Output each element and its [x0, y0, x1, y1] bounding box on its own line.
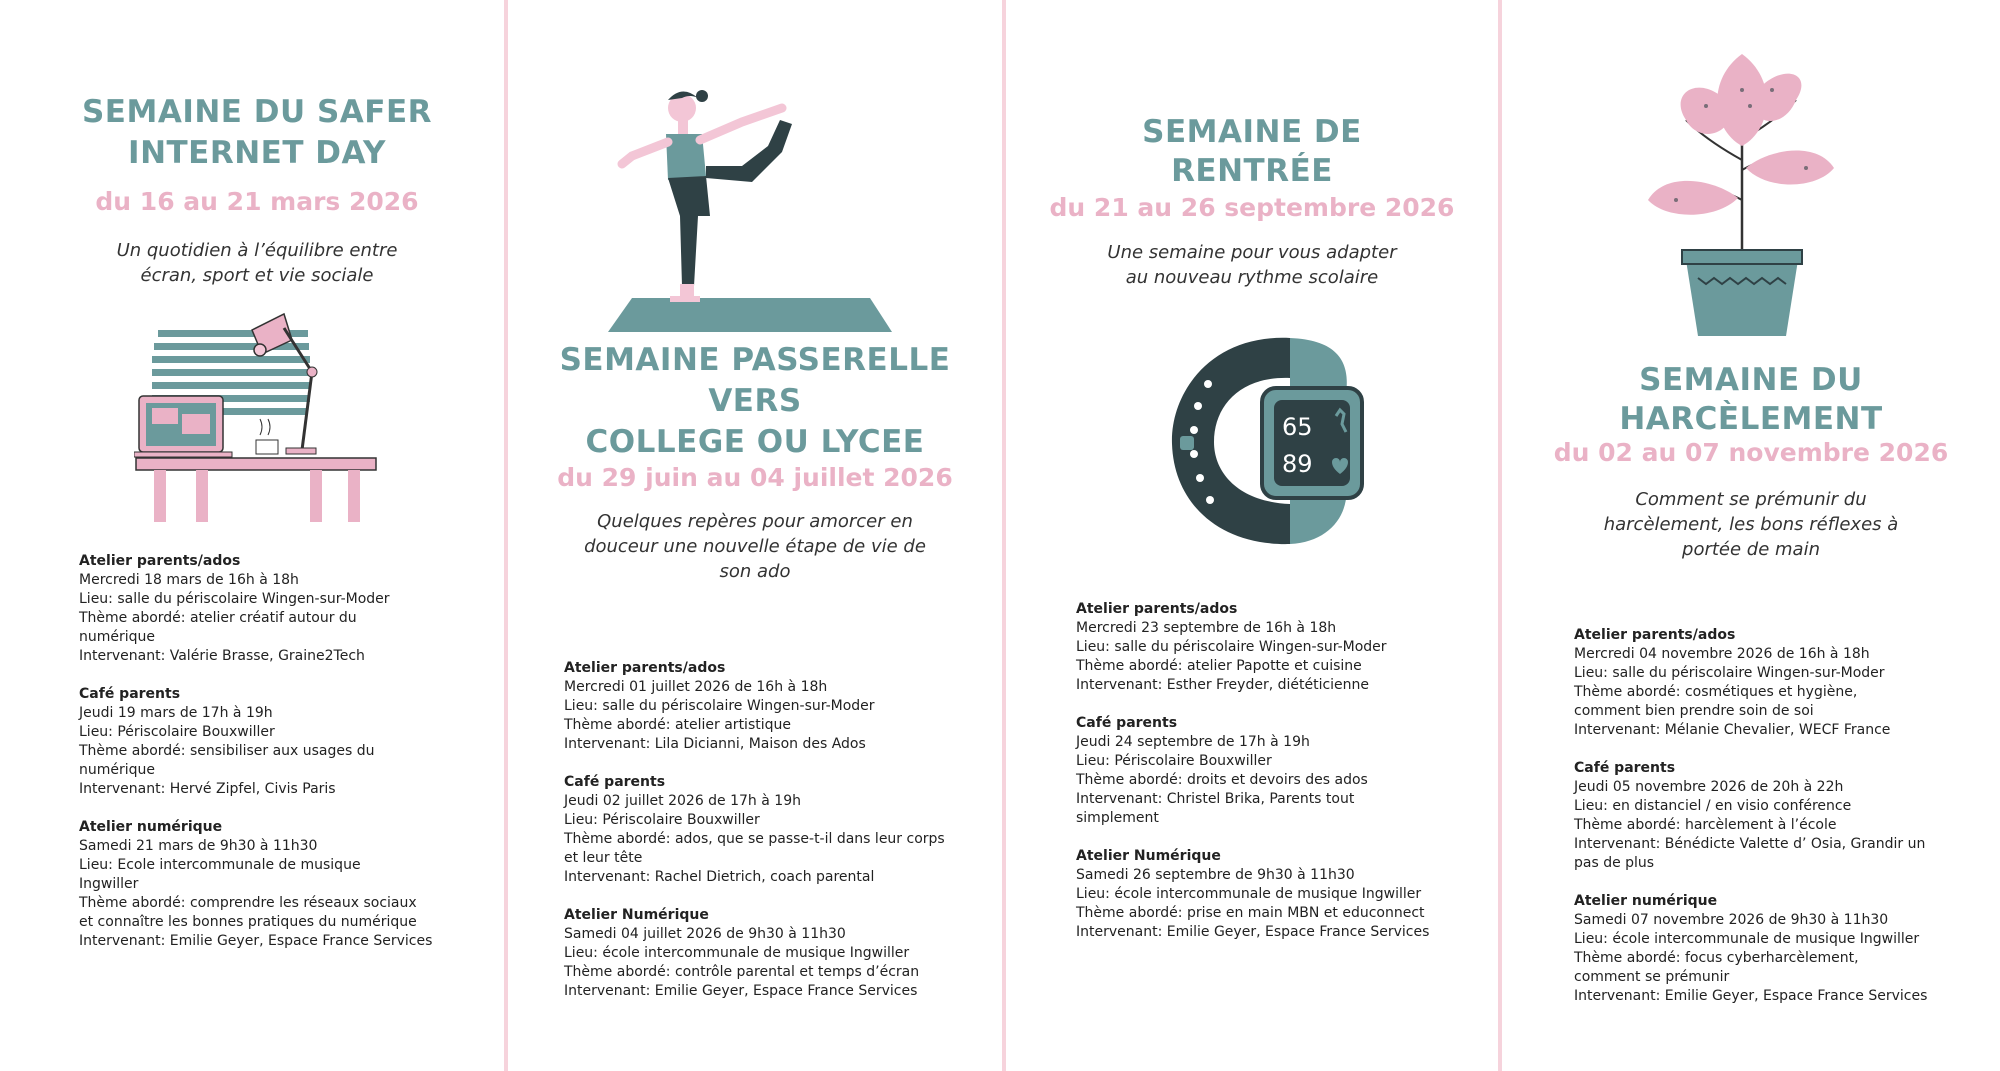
event-title: Atelier parents/ados: [564, 660, 726, 676]
panel-title: [1006, 113, 1498, 191]
title-line: INTERNET DAY: [128, 135, 386, 171]
event-title: Atelier numérique: [79, 819, 223, 835]
event-title: Atelier parents/ados: [79, 553, 241, 569]
watch-reading-bottom: 89: [1282, 450, 1313, 478]
smartwatch-icon: [1170, 334, 1370, 548]
event-card: Café parents Jeudi 19 mars de 17h à 19h Lieu: Périscolaire Bouxwiller Thème abordé: sensibiliser aux usages du numérique Intervenant: Hervé Zipfel, Civis Paris: [79, 685, 499, 799]
event-title: Atelier parents/ados: [1076, 601, 1238, 617]
event-card: Atelier parents/ados Mercredi 18 mars de 16h à 18h Lieu: salle du périscolaire Wingen-sur-Moder Thème abordé: atelier créatif autour du numérique Intervenant: Valérie Brasse, Graine2Tech: [79, 552, 499, 666]
event-card: Café parents Jeudi 24 septembre de 17h à 19h Lieu: Périscolaire Bouxwiller Thème abordé: droits et devoirs des ados Intervenant: Christel Brika, Parents tout simplement: [1076, 714, 1496, 828]
event-title: Café parents: [1076, 715, 1178, 731]
panel-dates: du 16 au 21 mars 2026: [95, 187, 419, 216]
program-list: [1076, 600, 1496, 961]
title-line: SEMAINE PASSERELLE: [559, 342, 951, 378]
panel-tagline: Quelques repères pour amorcer en douceur une nouvelle étape de vie de son ado: [584, 511, 926, 582]
panel-title: [508, 340, 1002, 463]
title-line: HARCÈLEMENT: [1619, 401, 1883, 437]
panel-dates: du 21 au 26 septembre 2026: [1049, 193, 1455, 222]
yoga-pose-icon: [602, 86, 912, 336]
title-line: SEMAINE DU SAFER: [81, 94, 433, 130]
panel-tagline: Un quotidien à l’équilibre entre écran, sport et vie sociale: [116, 240, 398, 286]
event-card: Café parents Jeudi 02 juillet 2026 de 17h à 19h Lieu: Périscolaire Bouxwiller Thème abordé: ados, que se passe-t-il dans leur corps et leur tête Intervenant: Rachel Dietrich, coach parental: [564, 773, 1000, 887]
event-card: Atelier numérique Samedi 07 novembre 2026 de 9h30 à 11h30 Lieu: école intercommunale de musique Ingwiller Thème abordé: focus cyberharcèlement, comment se prémunir Intervenant: Emilie Geyer, Espace France Services: [1574, 892, 1998, 1006]
panel-tagline: Comment se prémunir du harcèlement, les bons réflexes à portée de main: [1603, 489, 1899, 560]
event-card: Atelier parents/ados Mercredi 04 novembre 2026 de 16h à 18h Lieu: salle du périscolaire Wingen-sur-Moder Thème abordé: cosmétiques et hygiène, comment bien prendre soin de soi Intervenant: Mélanie Chevalier, WECF France: [1574, 626, 1998, 740]
program-list: [79, 552, 499, 970]
program-list: [564, 659, 1000, 1020]
event-title: Atelier Numérique: [564, 907, 709, 923]
event-card: Atelier parents/ados Mercredi 01 juillet 2026 de 16h à 18h Lieu: salle du périscolaire Wingen-sur-Moder Thème abordé: atelier artistique Intervenant: Lila Dicianni, Maison des Ados: [564, 659, 1000, 754]
event-card: Atelier Numérique Samedi 26 septembre de 9h30 à 11h30 Lieu: école intercommunale de musique Ingwiller Thème abordé: prise en main MBN et educonnect Intervenant: Emilie Geyer, Espace France Services: [1076, 847, 1496, 942]
title-line: SEMAINE DU: [1639, 362, 1863, 398]
panel-title: [1502, 361, 2000, 439]
event-card: Atelier parents/ados Mercredi 23 septembre de 16h à 18h Lieu: salle du périscolaire Wingen-sur-Moder Thème abordé: atelier Papotte et cuisine Intervenant: Esther Freyder, diététicienne: [1076, 600, 1496, 695]
event-title: Café parents: [564, 774, 666, 790]
panel-dates: du 29 juin au 04 juillet 2026: [557, 463, 953, 492]
event-card: Atelier numérique Samedi 21 mars de 9h30 à 11h30 Lieu: Ecole intercommunale de musique Ingwiller Thème abordé: comprendre les réseaux sociaux et connaître les bonnes pratiques du numérique Intervenant: Emilie Geyer, Espace France Services: [79, 818, 499, 951]
panel-harcelement: [1502, 0, 2000, 1071]
desk-lamp-laptop-icon: [134, 310, 384, 525]
title-line: RENTRÉE: [1171, 153, 1333, 189]
panel-title: [0, 92, 514, 174]
panel-passerelle: [508, 0, 1002, 1071]
title-line: SEMAINE DE: [1142, 114, 1362, 150]
program-list: [1574, 626, 1998, 1025]
potted-plant-icon: [1646, 50, 1836, 340]
event-card: Café parents Jeudi 05 novembre 2026 de 20h à 22h Lieu: en distanciel / en visio conférence Thème abordé: harcèlement à l’école Intervenant: Bénédicte Valette d’ Osia, Grandir un pas de plus: [1574, 759, 1998, 873]
panel-tagline: Une semaine pour vous adapter au nouveau rythme scolaire: [1107, 242, 1397, 288]
title-line: COLLEGE OU LYCEE: [585, 424, 925, 460]
panel-safer-internet-day: [0, 0, 504, 1071]
title-line: VERS: [708, 383, 802, 419]
event-title: Atelier numérique: [1574, 893, 1718, 909]
event-card: Atelier Numérique Samedi 04 juillet 2026 de 9h30 à 11h30 Lieu: école intercommunale de musique Ingwiller Thème abordé: contrôle parental et temps d’écran Intervenant: Emilie Geyer, Espace France Services: [564, 906, 1000, 1001]
event-title: Atelier Numérique: [1076, 848, 1221, 864]
panel-rentree: [1006, 0, 1498, 1071]
panel-dates: du 02 au 07 novembre 2026: [1553, 438, 1949, 467]
event-title: Café parents: [1574, 760, 1676, 776]
event-title: Café parents: [79, 686, 181, 702]
watch-reading-top: 65: [1282, 413, 1313, 441]
event-title: Atelier parents/ados: [1574, 627, 1736, 643]
